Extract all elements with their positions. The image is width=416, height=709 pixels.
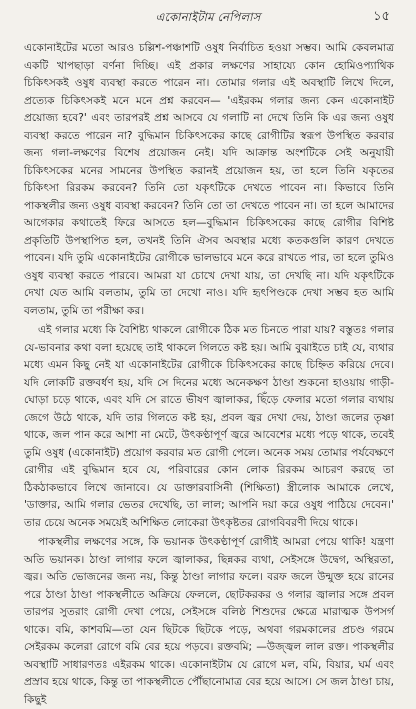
page-number: ১৫ (373, 9, 390, 24)
page-header (0, 6, 416, 28)
body-text (24, 40, 394, 706)
paragraph-1: একোনাইটের মতো আরও চল্লিশ-পঞ্চাশটি ওষুধ নির্বাচিত হওয়া সম্ভব। আমি কেবলমাত্র একটি খাপছাড়া বর্ণনা দিচ্ছি। এই প্রকার লক্ষণের সাহায্যে কোন হোমিওপ্যাথিক চিকিৎসকই ওষুধ ব্যবস্থা করতে পারেন না। তোমার গলার এই অবস্থাটি লিখে দিলে, প্রত্যেক চিকিৎসকই মনে মনে প্রশ্ন করবেন— 'এইরকম গলার জন্য কেন একোনাইট প্রয়োজ্য হবে?' এবং তারপরই প্রশ্ন আসবে যে গলাটি না দেখে তিনি কি এর জন্য ওষুধ ব্যবস্থা করতে পারেন না? বুদ্ধিমান চিকিৎসকের কাছে রোগীটির স্বরূপ উপস্থিত করবার জন্য গলা-লক্ষণের বিশেষ প্রয়োজন নেই। যদি আক্রান্ত অংশটিকে সেই অনুযায়ী চিকিৎসকের মনের সামনের উপস্থিত করানই প্রয়োজন হয়, তা হলে তিনি যকৃতের চিকিৎসা রিরকম করবেন? তিনি তো যকৃৎটিকে দেখতে পাবেন না। কিভাবে তিনি পাকস্থলীর জন্য ওষুধ ব্যবস্থা করবেন? তিনি তো তা দেখতে পাবেন না। তা হলে আমাদের আগেকার কথাতেই ফিরে আসতে হল—বুদ্ধিমান চিকিৎসকের কাছে রোগীর বিশিষ্ট প্রকৃতিটি উপস্থাপিত হল, তখনই তিনি ঐসব অবস্থার মধ্যে কতকগুলি কারণ দেখতে পাবেন। যদি তুমি একোনাইটের রোগীকে ভালভাবে মনে করে রাখতে পার, তা হলে তুমিও ওষুধ ব্যবস্থা করতে পারবে। আমরা যা চোখে দেখা যায়, তা দেখছি না। যদি যকৃৎটিকে দেখা যেত আমি বলতাম, তুমি তা দেখো নাও। যদি হৃৎপিণ্ডকে দেখা সম্ভব হত আমি বলতাম, তুমি তা পরীক্ষা কর। (24, 42, 394, 317)
running-title: একোনাইটাম নেপিলাস (155, 10, 261, 24)
paragraph-3: পাকস্থলীর লক্ষণের সঙ্গে, কি ভয়ানক উৎকণ্ঠাপূর্ণ রোগীই আমরা পেয়ে থাকি! যন্ত্রণা অতি ভয়ানক। ঠাণ্ডা লাগার ফলে জ্বালাকর, ছিন্নকর ব্যথা, সেইসঙ্গে উদ্বেগ, অস্থিরতা, জ্বর। অতি ভোজনের জন্য নয়, কিন্তু ঠাণ্ডা লাগার ফলে। বরফ জলে উন্মুক্ত হয়ে রানের পরে ঠাণ্ডা ঠাণ্ডা পাকস্থলীতে অক্রিয়ে ফেললে, ছোটকরকর ও গলার জ্বালার সঙ্গে প্রবল তারপর সুতরাং রোগী দেখা পেয়ে, সেইসঙ্গে বলিষ্ঠ শিশুদের ক্ষেত্রে মারাত্মক উপসর্গ থাকে। বমি, কাশবমি—তা যেন ছিটকে ছিটকে পড়ে, অথবা গরমকালের প্রচণ্ড গরমে সেইরকম কলেরা রোগে বমি বের হয়ে পড়বে। রক্তবমি; —উজ্জ্বল লাল রক্ত। পাকস্থলীর অবস্থাটি সাধারণতঃ এইরকম থাকে। একোনাইটাম যে রোগে মল, বমি, বিয়ার, ঘর্ম এবং প্রস্রাব হয়ে থাকে, কিন্তু তা পাকস্থলীতে পৌঁছানোমাত্র বের হয়ে আসে। সে জল ঠাণ্ডা চায়, কিছুই (24, 536, 394, 706)
paragraph-2: এই গলার মধ্যে কি বৈশিষ্ট্য থাকলে রোগীকে ঠিক মত চিনতে পারা যায়? বস্তুতঃ গলার যে-ভাবনার কথা বলা হয়েছে তাই থাকলে গিলতে কষ্ট হয়। আমি বুঝাইতে চাই যে, ব্যথার মধ্যে এমন কিছু নেই যা একোনাইটের রোগীকে চিকিৎসকের কাছে চিহ্নিত করিয়ে দেবে। যদি লোকটি রক্তবর্ধণ হয়, যদি সে দিনের মধ্যে অনেকক্ষণ ঠাণ্ডা শুকনো হাওয়ায় গাড়ী-ঘোড়া চড়ে থাকে, এবং যদি সে রাতে ভীষণ জ্বালাকর, ছিঁড়ে ফেলার মতো গলার ব্যথায় জেগে উঠে থাকে, যদি তার গিলতে কষ্ট হয়, প্রবল জ্বর দেখা দেয়, ঠাণ্ডা জলের তৃষ্ণা থাকে, জল পান করে আশা না মেটে, উৎকণ্ঠাপূর্ণ জ্বরে আবেশের মধ্যে পড়ে থাকে, তবেই তুমি ওষুধ (একোনাইট) প্রয়োগ করবার মত রোগী পেলে। অনেক সময় তোমার পর্যবেক্ষণে রোগীর এই বুদ্ধিমান হবে যে, পরিবারের কোন লোক রিরকম আচরণ করছে তা ঠিকঠাকভাবে লিখে জানাবে। যে ডাক্তারবাসিনী (শিক্ষিতা) স্ত্রীলোক আমাকে লেখে, 'ডাক্তার, আমি গলার ভেতর দেখেছি, তা লাল; আপনি দয়া করে ওষুধ পাঠিয়ে দেবেন।' তার চেয়ে অনেক সময়েই অশিক্ষিত লোকেরা উৎকৃষ্টতর রোগবিবরণী দিয়ে থাকে। (24, 324, 394, 529)
